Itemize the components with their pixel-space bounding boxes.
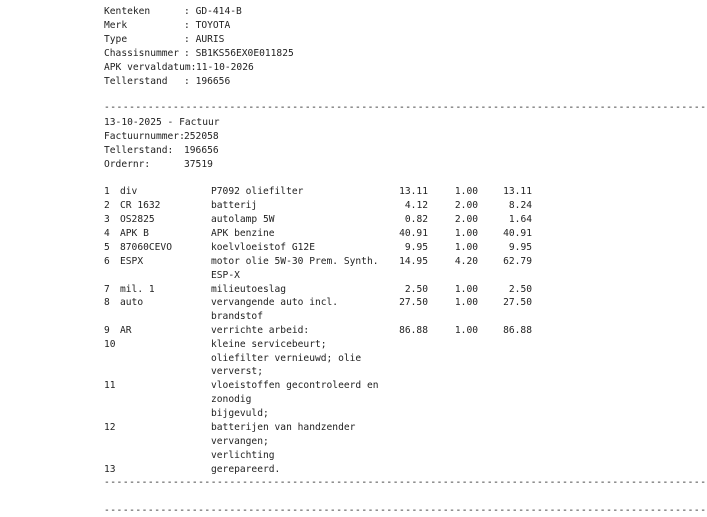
line-desc: milieutoeslag [211,284,287,295]
line-desc: P7092 oliefilter [211,186,304,197]
line-code: OS2825 [120,214,155,225]
value-ordernr: 37519 [184,159,213,170]
line-qty: 2.00 [454,200,478,211]
separator-line: ------------------------------------------------------------------------------------------------ [104,477,707,488]
line-desc: motor olie 5W-30 Prem. Synth. [211,256,379,267]
remark-line: vervangen; [211,436,269,447]
line-desc: vervangende auto incl. [211,297,339,308]
label-factuurnummer: Factuurnummer: [104,131,185,142]
line-total: 2.50 [508,284,532,295]
line-total: 27.50 [503,297,532,308]
line-code: div [120,186,138,197]
line-desc: APK benzine [211,228,275,239]
label-type: Type [104,34,128,45]
line-nr: 2 [104,200,110,211]
line-total: 86.88 [503,325,532,336]
line-price: 0.82 [404,214,428,225]
remark-line: batterijen van handzender [211,422,356,433]
label-tellerstand-invoice: Tellerstand: [104,145,174,156]
line-nr: 5 [104,242,110,253]
value-tellerstand-invoice: 196656 [184,145,219,156]
line-qty: 1.00 [454,186,478,197]
value-type: : AURIS [184,34,225,45]
remark-line: vloeistoffen gecontroleerd en [211,380,379,391]
remark-line: verlichting [211,450,275,461]
line-price: 40.91 [399,228,428,239]
remark-nr: 11 [104,380,116,391]
label-tellerstand: Tellerstand [104,76,168,87]
line-nr: 7 [104,284,110,295]
kenteken-text: GD-414-B [195,6,242,17]
value-chassisnummer: : SB1KS56EX0E011825 [184,48,294,59]
label-apk-vervaldatum: APK vervaldatum: [104,62,197,73]
chassisnummer-text: SB1KS56EX0E011825 [195,48,294,59]
line-code: ESPX [120,256,144,267]
invoice-heading: 13-10-2025 - Factuur [104,117,220,128]
separator-line: ------------------------------------------------------------------------------------------------ [104,505,707,516]
line-total: 13.11 [503,186,532,197]
line-qty: 1.00 [454,228,478,239]
line-price: 14.95 [399,256,428,267]
line-qty: 1.00 [454,284,478,295]
remark-line: oliefilter vernieuwd; olie [211,353,362,364]
line-qty: 1.00 [454,242,478,253]
line-code: CR 1632 [120,200,161,211]
label-kenteken: Kenteken [104,6,151,17]
line-code: auto [120,297,144,308]
line-nr: 1 [104,186,110,197]
line-price: 2.50 [404,284,428,295]
label-chassisnummer: Chassisnummer [104,48,180,59]
line-code: mil. 1 [120,284,155,295]
line-desc-continued: brandstof [211,311,263,322]
separator-line: ------------------------------------------------------------------------------------------------ [104,102,707,113]
label-ordernr: Ordernr: [104,159,151,170]
line-nr: 3 [104,214,110,225]
value-merk: : TOYOTA [184,20,231,31]
remark-nr: 10 [104,339,116,350]
line-qty: 2.00 [454,214,478,225]
line-total: 1.64 [508,214,532,225]
remark-nr: 12 [104,422,116,433]
value-factuurnummer: 252058 [184,131,219,142]
line-total: 8.24 [508,200,532,211]
line-qty: 4.20 [454,256,478,267]
line-code: AR [120,325,132,336]
remark-line: gerepareerd. [211,464,281,475]
value-tellerstand: : 196656 [184,76,231,87]
line-desc: verrichte arbeid: [211,325,310,336]
line-nr: 4 [104,228,110,239]
line-price: 86.88 [399,325,428,336]
line-code: APK B [120,228,149,239]
type-text: AURIS [195,34,225,45]
line-nr: 9 [104,325,110,336]
remark-nr: 13 [104,464,116,475]
line-qty: 1.00 [454,297,478,308]
remark-line: zonodig [211,394,252,405]
line-total: 62.79 [503,256,532,267]
line-desc-continued: ESP-X [211,270,240,281]
line-desc: koelvloeistof G12E [211,242,315,253]
line-nr: 6 [104,256,110,267]
line-desc: batterij [211,200,258,211]
label-merk: Merk [104,20,128,31]
merk-text: TOYOTA [195,20,231,31]
line-price: 9.95 [404,242,428,253]
tellerstand-text: 196656 [195,76,231,87]
line-price: 4.12 [404,200,428,211]
remark-line: kleine servicebeurt; [211,339,327,350]
value-kenteken: : GD-414-B [184,6,242,17]
line-price: 27.50 [399,297,428,308]
line-total: 9.95 [508,242,532,253]
value-apk-vervaldatum: 11-10-2026 [196,62,254,73]
line-desc: autolamp 5W [211,214,275,225]
line-nr: 8 [104,297,110,308]
remark-line: bijgevuld; [211,408,269,419]
line-price: 13.11 [399,186,428,197]
remark-line: ververst; [211,366,263,377]
line-code: 87060CEVO [120,242,172,253]
line-total: 40.91 [503,228,532,239]
line-qty: 1.00 [454,325,478,336]
